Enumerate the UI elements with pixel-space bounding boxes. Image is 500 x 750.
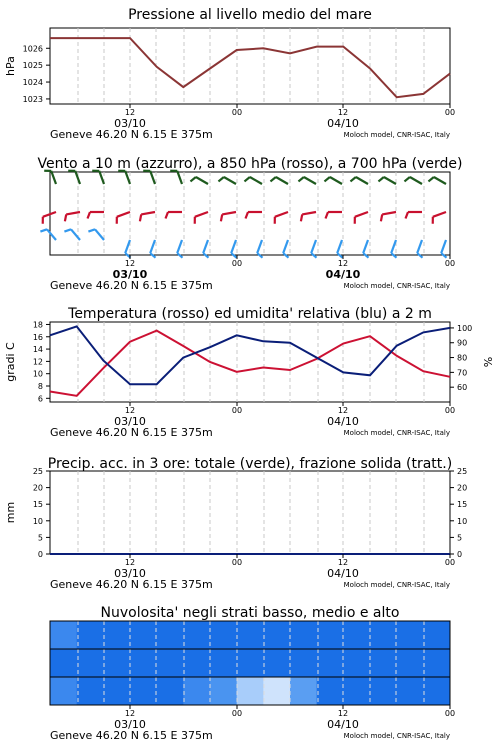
cloud-cell: [50, 621, 77, 649]
wind-barb: [117, 212, 130, 224]
x-tick-label: 00: [231, 406, 243, 415]
barb-staff: [43, 212, 56, 217]
date-label: 04/10: [327, 117, 359, 130]
x-tick-label: 00: [444, 406, 456, 415]
wind-barb: [40, 229, 56, 240]
series-line: [50, 38, 450, 97]
cloud-cell: [103, 649, 130, 677]
cloud-cell: [157, 621, 184, 649]
y-tick-label: 14: [32, 345, 43, 355]
barb-staff: [117, 212, 130, 217]
model-credit: Moloch model, CNR-ISAC, Italy: [343, 131, 450, 139]
barb-staff: [95, 229, 104, 240]
cloud-cell: [397, 649, 424, 677]
barb-staff: [224, 177, 236, 184]
y2-tick-label: 80: [457, 353, 468, 363]
y-tick-label: 5: [37, 533, 43, 543]
barb-staff: [275, 212, 288, 217]
cloud-cell: [157, 649, 184, 677]
y-tick-label: 0: [37, 550, 43, 559]
barb-flag: [246, 212, 248, 219]
wind-barb: [404, 177, 422, 184]
wind-barb: [140, 212, 155, 221]
cloud-cell: [183, 621, 210, 649]
date-label: 04/10: [327, 718, 359, 731]
panel-title: Precip. acc. in 3 ore: totale (verde), frazione solida (tratt.): [47, 456, 453, 472]
barb-staff: [363, 240, 368, 253]
barb-staff: [391, 240, 396, 253]
x-tick-label: 12: [124, 108, 136, 117]
cloud-cell: [397, 677, 424, 705]
y-tick-label: 10: [32, 516, 43, 526]
series-line: [50, 331, 450, 396]
cloud-cell: [263, 649, 290, 677]
barb-staff: [150, 171, 155, 184]
date-label: 04/10: [325, 268, 361, 281]
barb-flag: [378, 177, 383, 181]
cloud-cell: [210, 649, 237, 677]
location-label: Geneve 46.20 N 6.15 E 375m: [50, 426, 213, 439]
cloud-cell: [317, 621, 344, 649]
wind-barb: [381, 212, 396, 221]
barb-flag: [65, 214, 66, 221]
cloud-cell: [77, 649, 104, 677]
cloud-cell: [263, 621, 290, 649]
x-tick-label: 00: [444, 558, 456, 567]
barb-staff: [257, 240, 262, 253]
wind-barb: [350, 177, 368, 184]
x-tick-label: 00: [444, 709, 456, 718]
barb-flag: [64, 229, 71, 231]
x-tick-label: 00: [444, 108, 456, 117]
wind-barb: [221, 212, 236, 221]
cloud-cell: [370, 621, 397, 649]
barb-staff: [441, 240, 446, 253]
barb-flag: [350, 177, 355, 181]
wind-barb: [428, 177, 446, 184]
cloud-cell: [343, 677, 370, 705]
wind-barb: [326, 212, 342, 219]
wind-barb: [43, 212, 56, 224]
wind-barb: [298, 177, 316, 184]
date-label: 03/10: [114, 718, 146, 731]
date-label: 03/10: [114, 117, 146, 130]
y2-axis-label: %: [482, 356, 495, 368]
barb-staff: [125, 171, 130, 184]
barb-flag: [298, 177, 303, 181]
barb-staff: [410, 177, 422, 184]
barb-staff: [196, 177, 208, 184]
x-tick-label: 12: [124, 558, 136, 567]
cloud-cell: [103, 677, 130, 705]
cloud-cell: [130, 677, 157, 705]
y-tick-label: 1025: [22, 61, 43, 71]
location-label: Geneve 46.20 N 6.15 E 375m: [50, 128, 213, 141]
barb-staff: [433, 212, 446, 217]
cloud-cell: [343, 649, 370, 677]
wind-barb: [118, 171, 130, 184]
location-label: Geneve 46.20 N 6.15 E 375m: [50, 279, 213, 292]
y-tick-label: 16: [32, 332, 43, 342]
wind-barb: [190, 177, 208, 184]
barb-staff: [250, 177, 262, 184]
barb-flag: [40, 229, 47, 231]
x-tick-label: 00: [231, 709, 243, 718]
date-label: 03/10: [114, 415, 146, 428]
wind-barb: [170, 171, 182, 184]
cloud-cell: [77, 677, 104, 705]
y-tick-label: 12: [32, 357, 43, 367]
y-tick-label: 1026: [22, 44, 43, 54]
barb-staff: [330, 177, 342, 184]
barb-flag: [404, 177, 409, 181]
wind-barb: [218, 177, 236, 184]
wind-barb: [143, 171, 155, 184]
cloud-cell: [237, 677, 264, 705]
x-tick-label: 12: [337, 108, 349, 117]
y-tick-label: 18: [32, 320, 43, 330]
wind-barb: [301, 212, 316, 221]
barb-staff: [71, 229, 80, 240]
barb-flag: [270, 177, 275, 181]
barb-staff: [51, 171, 56, 184]
wind-barb: [355, 212, 368, 224]
cloud-cell: [423, 621, 450, 649]
y2-tick-label: 0: [457, 550, 463, 559]
y-tick-label: 8: [37, 382, 43, 391]
cloud-cell: [237, 649, 264, 677]
y2-tick-label: 60: [457, 383, 468, 393]
y-tick-label: 6: [37, 394, 43, 404]
barb-staff: [177, 171, 182, 184]
date-label: 04/10: [327, 567, 359, 580]
cloud-cell: [317, 649, 344, 677]
y-axis-label: gradi C: [4, 342, 17, 382]
y-tick-label: 20: [32, 483, 43, 493]
location-label: Geneve 46.20 N 6.15 E 375m: [50, 729, 213, 742]
cloud-cell: [130, 621, 157, 649]
barb-staff: [337, 240, 342, 253]
barb-staff: [177, 240, 182, 253]
barb-flag: [88, 212, 90, 219]
cloud-cell: [77, 621, 104, 649]
barb-flag: [140, 214, 141, 221]
barb-flag: [326, 212, 328, 219]
wind-barb: [92, 171, 104, 184]
barb-staff: [283, 240, 288, 253]
barb-staff: [125, 240, 130, 253]
date-label: 04/10: [327, 415, 359, 428]
barb-staff: [150, 240, 155, 253]
barb-staff: [276, 177, 288, 184]
barb-flag: [166, 212, 168, 219]
y-tick-label: 1024: [22, 78, 43, 88]
wind-barb: [433, 212, 446, 224]
cloud-cell: [397, 621, 424, 649]
y-axis-label: mm: [4, 501, 17, 524]
panel-title: Pressione al livello medio del mare: [128, 7, 372, 23]
panel-title: Nuvolosita' negli strati basso, medio e alto: [100, 605, 400, 621]
wind-barb: [244, 177, 262, 184]
model-credit: Moloch model, CNR-ISAC, Italy: [343, 581, 450, 589]
cloud-cell: [263, 677, 290, 705]
barb-flag: [301, 214, 302, 221]
barb-flag: [381, 214, 382, 221]
y-tick-label: 25: [32, 467, 43, 476]
barb-staff: [384, 177, 396, 184]
plot-frame: [50, 28, 450, 104]
barb-staff: [99, 171, 104, 184]
cloud-cell: [157, 677, 184, 705]
barb-staff: [417, 240, 422, 253]
wind-barb: [166, 212, 182, 219]
barb-staff: [302, 212, 316, 214]
barb-staff: [356, 177, 368, 184]
y2-tick-label: 15: [457, 500, 468, 510]
wind-barb: [324, 177, 342, 184]
cloud-cell: [317, 677, 344, 705]
cloud-cell: [290, 649, 317, 677]
cloud-cell: [423, 649, 450, 677]
y-tick-label: 1023: [22, 94, 43, 104]
wind-barb: [88, 229, 104, 240]
x-tick-label: 12: [337, 709, 349, 718]
x-tick-label: 12: [124, 406, 136, 415]
cloud-cell: [343, 621, 370, 649]
cloud-cell: [370, 649, 397, 677]
y2-tick-label: 90: [457, 338, 468, 348]
y2-tick-label: 25: [457, 467, 468, 476]
cloud-cell: [210, 621, 237, 649]
y2-tick-label: 100: [457, 323, 473, 333]
barb-flag: [88, 229, 95, 231]
cloud-cell: [370, 677, 397, 705]
wind-barb: [88, 212, 104, 219]
barb-staff: [47, 229, 56, 240]
cloud-cell: [183, 649, 210, 677]
wind-barb: [378, 177, 396, 184]
y-axis-label: hPa: [4, 56, 17, 76]
barb-staff: [203, 240, 208, 253]
panel-title: Vento a 10 m (azzurro), a 850 hPa (rosso), a 700 hPa (verde): [37, 156, 463, 172]
date-label: 03/10: [114, 567, 146, 580]
barb-flag: [406, 212, 408, 219]
x-tick-label: 00: [231, 259, 243, 268]
wind-barb: [275, 212, 288, 224]
x-tick-label: 12: [124, 709, 136, 718]
model-credit: Moloch model, CNR-ISAC, Italy: [343, 732, 450, 740]
cloud-cell: [50, 677, 77, 705]
model-credit: Moloch model, CNR-ISAC, Italy: [343, 429, 450, 437]
barb-staff: [434, 177, 446, 184]
barb-staff: [222, 212, 236, 214]
barb-flag: [428, 177, 433, 181]
y2-tick-label: 10: [457, 516, 468, 526]
x-tick-label: 00: [231, 558, 243, 567]
y-tick-label: 15: [32, 500, 43, 510]
cloud-cell: [290, 621, 317, 649]
wind-barb: [270, 177, 288, 184]
x-tick-label: 12: [337, 259, 349, 268]
cloud-cell: [50, 649, 77, 677]
y2-tick-label: 70: [457, 368, 468, 378]
barb-staff: [304, 177, 316, 184]
cloud-cell: [103, 621, 130, 649]
y2-tick-label: 20: [457, 483, 468, 493]
wind-barb: [246, 212, 262, 219]
cloud-cell: [290, 677, 317, 705]
date-label: 03/10: [112, 268, 148, 281]
barb-staff: [141, 212, 155, 214]
y2-tick-label: 5: [457, 533, 463, 543]
barb-staff: [311, 240, 316, 253]
plot-frame: [50, 471, 450, 554]
x-tick-label: 12: [124, 259, 136, 268]
model-credit: Moloch model, CNR-ISAC, Italy: [343, 282, 450, 290]
cloud-cell: [237, 621, 264, 649]
barb-staff: [231, 240, 236, 253]
y-tick-label: 10: [32, 369, 43, 379]
wind-barb: [195, 212, 208, 224]
barb-staff: [195, 212, 208, 217]
panel-title: Temperatura (rosso) ed umidita' relativa (blu) a 2 m: [68, 306, 432, 322]
barb-flag: [190, 177, 195, 181]
wind-barb: [406, 212, 422, 219]
location-label: Geneve 46.20 N 6.15 E 375m: [50, 578, 213, 591]
x-tick-label: 12: [337, 406, 349, 415]
barb-flag: [324, 177, 329, 181]
x-tick-label: 00: [444, 259, 456, 268]
series-line: [50, 326, 450, 384]
cloud-cell: [130, 649, 157, 677]
x-tick-label: 12: [337, 558, 349, 567]
cloud-cell: [183, 677, 210, 705]
x-tick-label: 00: [231, 108, 243, 117]
barb-flag: [244, 177, 249, 181]
cloud-cell: [423, 677, 450, 705]
barb-staff: [382, 212, 396, 214]
cloud-cell: [210, 677, 237, 705]
barb-flag: [218, 177, 223, 181]
barb-flag: [221, 214, 222, 221]
barb-staff: [355, 212, 368, 217]
